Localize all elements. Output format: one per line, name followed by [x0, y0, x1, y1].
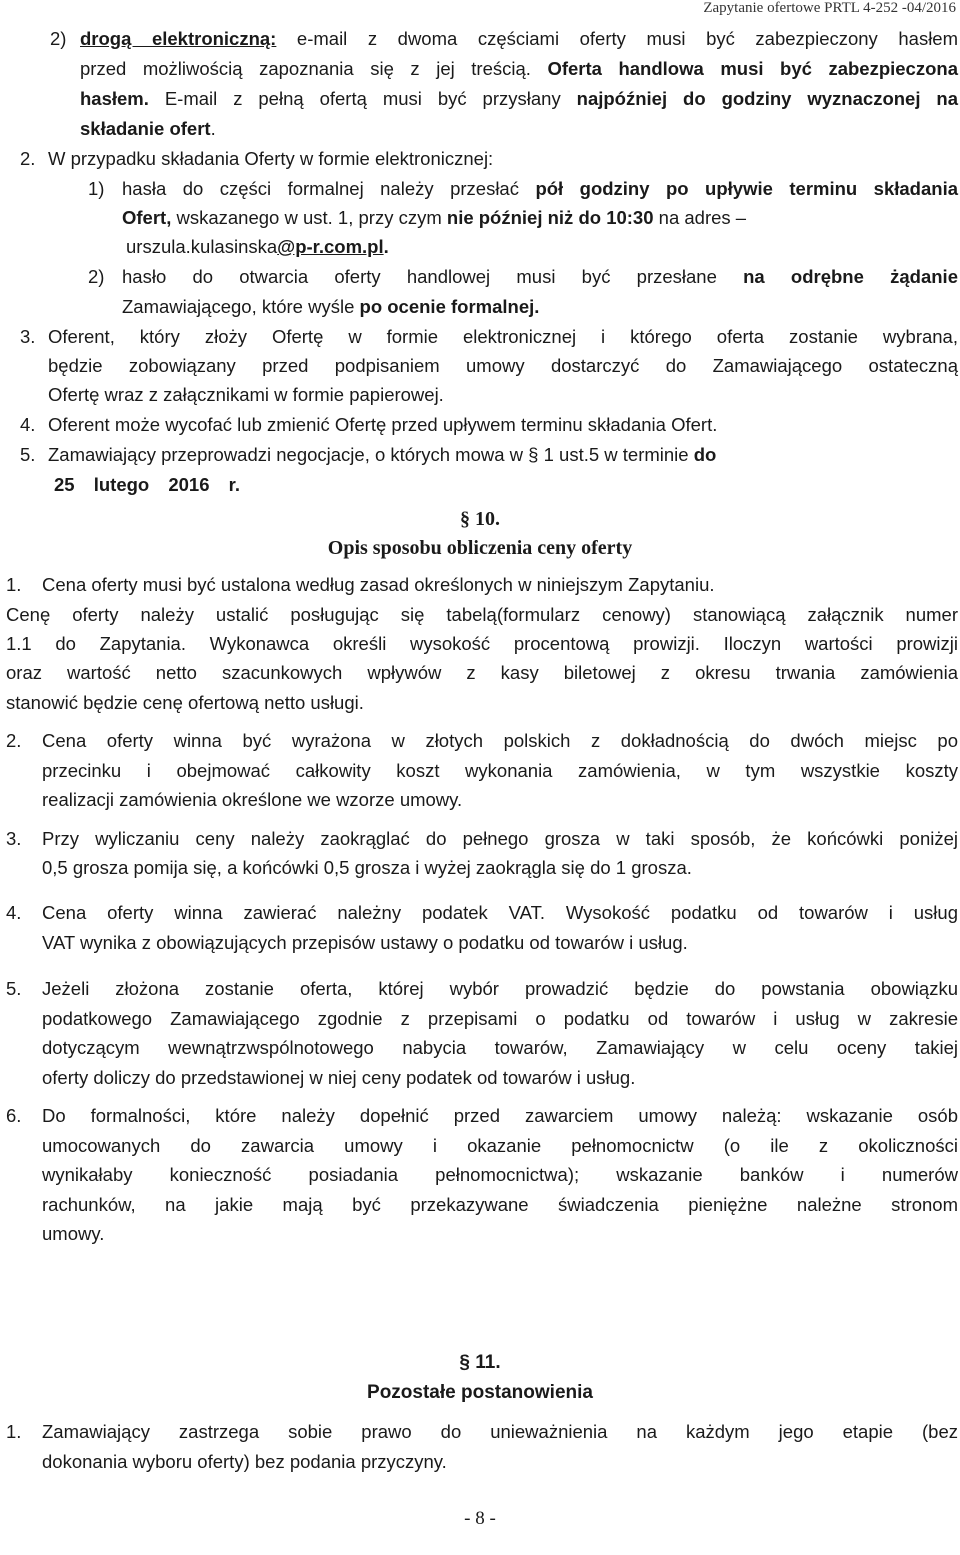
- paragraph-line: Oferent może wycofać lub zmienić Ofertę przed upływem terminu składania Ofert.: [48, 414, 718, 435]
- item-number: 5.: [6, 978, 22, 999]
- paragraph-line: hasłem. E-mail z pełną ofertą musi być przysłany najpóźniej do godziny wyznaczonej na: [80, 88, 958, 109]
- paragraph-line: Zamawiający zastrzega sobie prawo do unieważnienia na każdym jego etapie (bez: [42, 1421, 958, 1442]
- item-number: 6.: [6, 1105, 22, 1126]
- paragraph-line: będzie zobowiązany przed podpisaniem umowy dostarczyć do Zamawiającego ostateczną: [48, 355, 958, 376]
- paragraph-line: hasła do części formalnej należy przesłać pół godziny po upływie terminu składania: [122, 178, 958, 199]
- paragraph-line: Zamawiającego, które wyśle po ocenie formalnej.: [122, 296, 540, 317]
- item-number: 4.: [20, 414, 36, 435]
- paragraph-line: składanie ofert.: [80, 118, 216, 139]
- paragraph-line: W przypadku składania Oferty w formie elektronicznej:: [48, 148, 494, 169]
- paragraph-line: hasło do otwarcia oferty handlowej musi być przesłane na odrębne żądanie: [122, 266, 958, 287]
- paragraph-line: urszula.kulasinska@p-r.com.pl.: [126, 236, 389, 257]
- paragraph-line: wynikałaby konieczność posiadania pełnomocnictwa); wskazanie banków i numerów: [42, 1164, 958, 1185]
- paragraph-line: stanowić będzie cenę ofertową netto usługi.: [6, 692, 364, 713]
- item-number: 1.: [6, 1421, 22, 1442]
- paragraph-line: umowy.: [42, 1223, 105, 1244]
- page-number: - 8 -: [464, 1508, 496, 1529]
- section-number: § 10.: [460, 508, 500, 530]
- paragraph-line: Ofert, wskazanego w ust. 1, przy czym nie później niż do 10:30 na adres –: [122, 207, 747, 228]
- item-number: 2.: [6, 730, 22, 751]
- section-title: Pozostałe postanowienia: [367, 1382, 593, 1403]
- email-link[interactable]: @p-r.com.pl: [277, 236, 384, 257]
- paragraph-line: Oferent, który złoży Ofertę w formie elektronicznej i którego oferta zostanie wybrana,: [48, 326, 958, 347]
- item-number: 3.: [6, 828, 22, 849]
- paragraph-line: Cena oferty winna być wyrażona w złotych polskich z dokładnością do dwóch miejsc po: [42, 730, 958, 751]
- paragraph-line: umocowanych do zawarcia umowy i okazanie pełnomocnictw (o ile z okoliczności: [42, 1135, 958, 1156]
- paragraph-line: Jeżeli złożona zostanie oferta, której wybór prowadzić będzie do powstania obowiązku: [42, 978, 958, 999]
- item-number: 2): [50, 28, 67, 49]
- paragraph-line: oferty doliczy do przedstawionej w niej ceny podatek od towarów i usług.: [42, 1067, 636, 1088]
- paragraph-line: Cenę oferty należy ustalić posługując się tabelą(formularz cenowy) stanowiącą załącznik numer: [6, 604, 958, 625]
- running-header: Zapytanie ofertowe PRTL 4-252 -04/2016: [703, 0, 956, 16]
- paragraph-line: dokonania wyboru oferty) bez podania przyczyny.: [42, 1451, 447, 1472]
- paragraph-line: realizacji zamówienia określone we wzorze umowy.: [42, 789, 463, 810]
- section-number: § 11.: [459, 1352, 501, 1373]
- item-number: 2.: [20, 148, 36, 169]
- paragraph-line: 1.1 do Zapytania. Wykonawca określi wysokość procentową prowizji. Iloczyn wartości prowizji: [6, 633, 958, 654]
- paragraph-line: Do formalności, które należy dopełnić przed zawarciem umowy należą: wskazanie osób: [42, 1105, 958, 1126]
- item-number: 4.: [6, 902, 22, 923]
- item-number: 3.: [20, 326, 36, 347]
- item-number: 2): [88, 266, 105, 287]
- paragraph-line: Przy wyliczaniu ceny należy zaokrąglać do pełnego grosza w taki sposób, że końcówki poniżej: [42, 828, 958, 849]
- item-number: 1.: [6, 574, 22, 595]
- paragraph-line: przed możliwością zapoznania się z jej treścią. Oferta handlowa musi być zabezpieczona: [80, 58, 958, 79]
- item-number: 5.: [20, 444, 36, 465]
- paragraph-line: rachunków, na jakie mają być przekazywane świadczenia pieniężne należne stronom: [42, 1194, 958, 1215]
- paragraph-line: Cena oferty musi być ustalona według zasad określonych w niniejszym Zapytaniu.: [42, 574, 715, 595]
- paragraph-line: drogą elektroniczną: e-mail z dwoma częściami oferty musi być zabezpieczony hasłem: [80, 28, 959, 49]
- paragraph-line: podatkowego Zamawiającego zgodnie z przepisami o podatku od towarów i usług w zakresie: [42, 1008, 958, 1029]
- paragraph-line: Ofertę wraz z załącznikami w formie papierowej.: [48, 384, 444, 405]
- paragraph-line: Zamawiający przeprowadzi negocjacje, o których mowa w § 1 ust.5 w terminie do: [48, 444, 717, 465]
- item-number: 1): [88, 178, 105, 199]
- deadline-date: 25 lutego 2016 r.: [54, 474, 240, 495]
- paragraph-line: VAT wynika z obowiązujących przepisów ustawy o podatku od towarów i usług.: [42, 932, 688, 953]
- paragraph-line: dotyczącym wewnątrzwspólnotowego nabycia towarów, Zamawiający w celu oceny takiej: [42, 1037, 958, 1058]
- section-title: Opis sposobu obliczenia ceny oferty: [327, 537, 633, 559]
- paragraph-line: oraz wartość netto szacunkowych wpływów z kasy biletowej z okresu trwania zamówienia: [6, 662, 958, 683]
- paragraph-line: przecinku i obejmować całkowity koszt wykonania zamówienia, w tym wszystkie koszty: [42, 760, 958, 781]
- paragraph-line: Cena oferty winna zawierać należny podatek VAT. Wysokość podatku od towarów i usług: [42, 902, 958, 923]
- paragraph-line: 0,5 grosza pomija się, a końcówki 0,5 grosza i wyżej zaokrągla się do 1 grosza.: [42, 857, 692, 878]
